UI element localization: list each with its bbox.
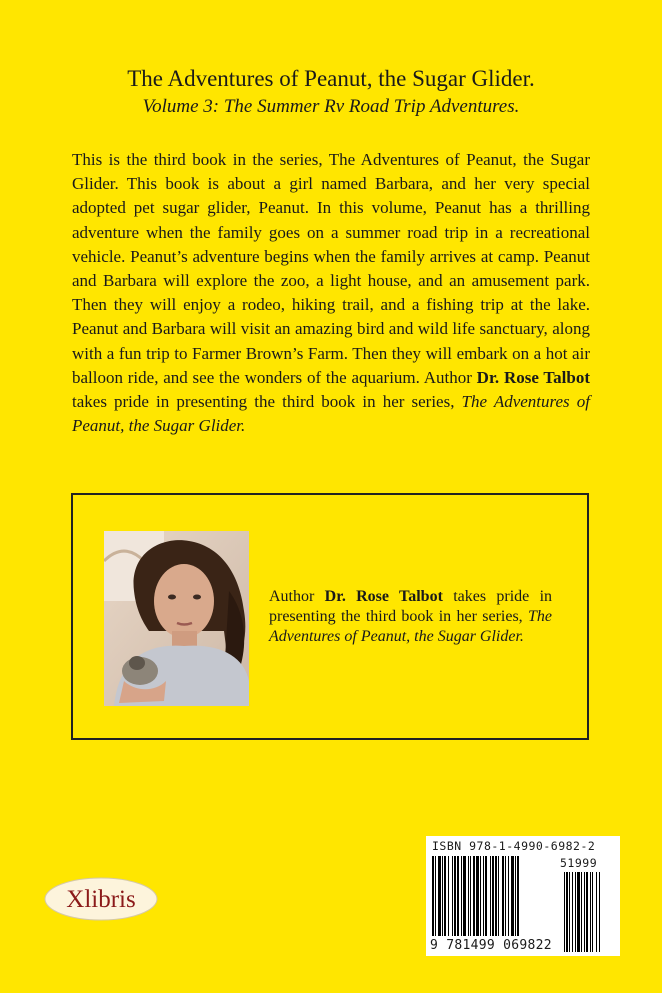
barcode-bar [495, 856, 497, 936]
barcode-addon-bar [592, 872, 593, 952]
book-title: The Adventures of Peanut, the Sugar Glider. [127, 66, 535, 91]
blurb-author-name: Dr. Rose Talbot [476, 367, 590, 387]
barcode-bar [502, 856, 504, 936]
price-code: 51999 [560, 856, 598, 870]
barcode-bar [505, 856, 506, 936]
barcode-bar [444, 856, 446, 936]
barcode-addon-bar [569, 872, 570, 952]
barcode-bar [515, 856, 516, 936]
barcode-bar [480, 856, 481, 936]
barcode-addon-bar [584, 872, 585, 952]
author-bio-name: Dr. Rose Talbot [324, 588, 443, 605]
author-bio-series-title: The Adventures of Peanut, the Sugar Glider. [269, 608, 552, 645]
barcode-bar [435, 856, 436, 936]
barcode-bar [463, 856, 466, 936]
barcode-bar [454, 856, 456, 936]
author-bio-text: Author [269, 588, 325, 605]
xlibris-logo [42, 874, 160, 924]
blurb-text-continued: takes pride in presenting the third book in her series, [72, 392, 462, 412]
blurb-text: This is the third book in the series, The Adventures of Peanut, the Sugar Glider. This book is about a girl named Barbara, and her very special adopted pet sugar glider, Peanut. In this volume, Peanut has a thrilling adventure when the family goes on a summer road trip in a recreational vehicle. Peanut’s adventure begins when the family arrives at camp. Peanut and Barbara will explore the zoo, a light house, and an amusement park. Then they will enjoy a rodeo, hiking trail, and a fishing trip at the lake. Peanut and Barbara will visit an amazing bird and wild life sanctuary, along with a fun trip to Farmer Brown’s Farm. Then they will embark on a hot air balloon ride, and see the wonders of the aquarium. Author [72, 150, 590, 387]
blurb-series-title: The Adventures of Peanut, the Sugar Glider. [72, 392, 590, 436]
book-subtitle: Volume 3: The Summer Rv Road Trip Adventures. [142, 96, 520, 117]
barcode-bar [457, 856, 459, 936]
isbn-label: ISBN 978-1-4990-6982-2 [432, 839, 596, 853]
barcode-addon-bar [586, 872, 588, 952]
barcode-bar [483, 856, 484, 936]
barcode-bar [508, 856, 509, 936]
barcode-addon-bar [577, 872, 580, 952]
barcode-addon-bar [566, 872, 568, 952]
barcode-addon-bar [581, 872, 582, 952]
isbn-digits: 9 781499 069822 [430, 938, 552, 953]
barcode-bar [485, 856, 487, 936]
author-bio [269, 587, 552, 647]
back-cover-blurb [72, 148, 590, 438]
barcode-bar [476, 856, 479, 936]
barcode-bar [470, 856, 471, 936]
author-photo [104, 531, 249, 706]
barcode-bar [438, 856, 441, 936]
barcode-bar [498, 856, 499, 936]
barcode-bar [517, 856, 519, 936]
author-bio-text-continued: takes pride in presenting the third book in her series, [269, 588, 553, 625]
barcode-bar [461, 856, 462, 936]
barcode-addon-bar [596, 872, 597, 952]
logo-text: Xlibris [66, 886, 136, 913]
barcode-bar [452, 856, 453, 936]
barcode-bar [432, 856, 434, 936]
barcode-bar [448, 856, 449, 936]
barcode-addon-bar [590, 872, 591, 952]
barcode-addon-bar [575, 872, 576, 952]
barcode-bar [511, 856, 514, 936]
barcode-bar [468, 856, 469, 936]
author-box [71, 493, 589, 740]
isbn-barcode [426, 836, 620, 956]
barcode-addon-bar [572, 872, 573, 952]
barcode-addon-bar [599, 872, 600, 952]
barcode-addon-bar [564, 872, 565, 952]
barcode-bar [490, 856, 491, 936]
barcode-bar [442, 856, 443, 936]
barcode-bar [492, 856, 494, 936]
barcode-bar [473, 856, 475, 936]
